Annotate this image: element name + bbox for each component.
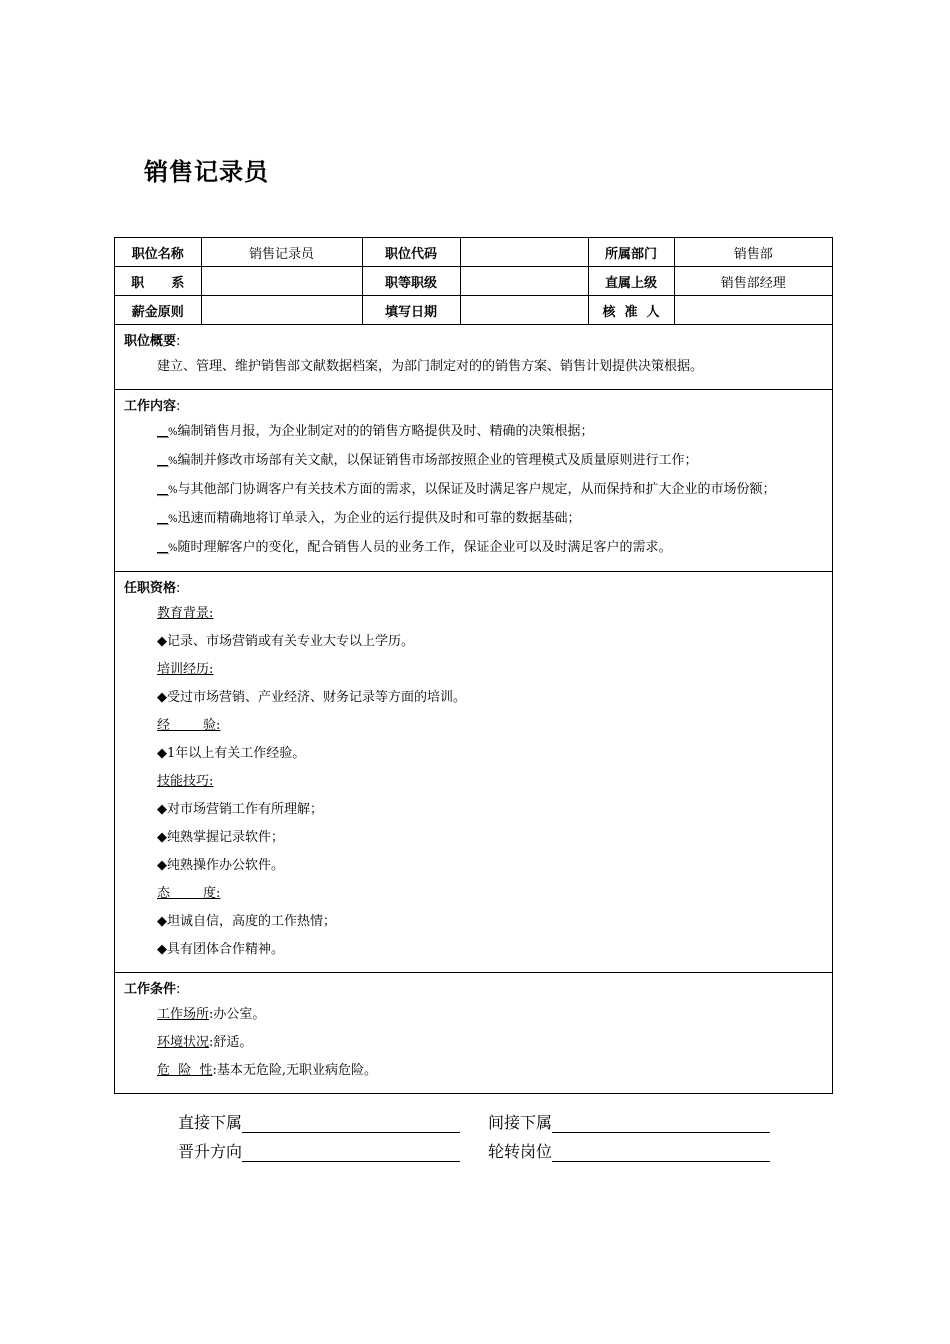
qualification-item: ◆对市场营销工作有所理解； [157, 802, 323, 817]
duties-title: 工作内容 [124, 399, 177, 414]
percent-sign: % [168, 456, 178, 467]
footer-row [178, 1139, 770, 1162]
fill-date-value [460, 296, 588, 325]
rotation-post-line [552, 1143, 770, 1162]
job-description-form [114, 237, 833, 1094]
duty-item: __%编制销售月报，为企业制定对的的销售方略提供及时、精确的决策根据； [157, 424, 594, 439]
overview-title: 职位概要 [124, 334, 177, 349]
condition-value: :办公室。 [209, 1007, 266, 1022]
page-title: 销售记录员 [144, 158, 269, 186]
position-code-label: 职位代码 [362, 238, 460, 267]
salary-principle-label: 薪金原则 [115, 296, 201, 325]
duty-item: __%随时理解客户的变化，配合销售人员的业务工作，保证企业可以及时满足客户的需求。 [157, 540, 672, 555]
approver-value [674, 296, 832, 325]
department-label: 所属部门 [588, 238, 674, 267]
promotion-path-line [242, 1143, 460, 1162]
supervisor-value: 销售部经理 [674, 267, 832, 296]
direct-subordinate-label: 直接下属 [178, 1113, 243, 1132]
fill-date-label: 填写日期 [362, 296, 460, 325]
attitude-heading: 态 度: [157, 886, 221, 901]
salary-principle-value [201, 296, 362, 325]
info-row [115, 267, 832, 296]
experience-heading: 经 验: [157, 718, 221, 733]
condition-label: 危 险 性 [157, 1063, 213, 1078]
qualifications-title: 任职资格 [124, 581, 177, 596]
blank-underline: __ [157, 453, 168, 468]
qualification-item: ◆1年以上有关工作经验。 [157, 746, 306, 761]
direct-subordinate-line [242, 1114, 460, 1133]
info-row [115, 238, 832, 267]
condition-item [124, 1057, 823, 1085]
info-row [115, 296, 832, 325]
blank-underline: __ [157, 424, 168, 439]
overview-section: 职位概要: 建立、管理、维护销售部文献数据档案，为部门制定对的的销售方案、销售计划提供决策根据。 [115, 324, 832, 389]
blank-underline: __ [157, 540, 168, 555]
duty-item: __%迅速而精确地将订单录入，为企业的运行提供及时和可靠的数据基础； [157, 511, 581, 526]
percent-sign: % [168, 485, 178, 496]
promotion-path-label: 晋升方向 [178, 1142, 243, 1161]
supervisor-label: 直属上级 [588, 267, 674, 296]
job-family-label: 职 系 [115, 267, 201, 296]
indirect-subordinate-line [552, 1114, 770, 1133]
percent-sign: % [168, 427, 178, 438]
position-name-label: 职位名称 [115, 238, 201, 267]
rotation-post-label: 轮转岗位 [488, 1142, 553, 1161]
duty-item: __%与其他部门协调客户有关技术方面的需求，以保证及时满足客户规定，从而保持和扩大企业的市场份额； [157, 482, 776, 497]
qualification-item: ◆坦诚自信，高度的工作热情； [157, 914, 336, 929]
job-family-value [201, 267, 362, 296]
approver-label: 核 准 人 [588, 296, 674, 325]
blank-underline: __ [157, 482, 168, 497]
position-code-value [460, 238, 588, 267]
condition-label: 环境状况 [157, 1035, 210, 1050]
qualifications-section: 任职资格: 教育背景: ◆记录、市场营销或有关专业大专以上学历。 培训经历: ◆受过市场营销、产业经济、财务记录等方面的培训。 经 验: ◆1年以上有关工作经验。 技能技巧: ◆对市场营销工作有所理解； ◆纯熟掌握记录软件； ◆纯熟操作办公软件。 态 度: ◆坦诚自信，高度的工作热情； ◆具有团体合作精神。 [115, 571, 832, 972]
condition-item [124, 1001, 823, 1029]
qualification-item: ◆受过市场营销、产业经济、财务记录等方面的培训。 [157, 690, 466, 705]
grade-value [460, 267, 588, 296]
education-heading: 教育背景: [157, 606, 214, 621]
info-table [115, 238, 832, 324]
conditions-title: 工作条件 [124, 982, 177, 997]
condition-item [124, 1029, 823, 1057]
overview-text: 建立、管理、维护销售部文献数据档案，为部门制定对的的销售方案、销售计划提供决策根据。 [157, 359, 704, 374]
condition-label: 工作场所 [157, 1007, 210, 1022]
skills-heading: 技能技巧: [157, 774, 214, 789]
condition-value: :舒适。 [209, 1035, 253, 1050]
footer-row [178, 1110, 770, 1133]
qualification-item: ◆具有团体合作精神。 [157, 942, 284, 957]
duty-item: __%编制并修改市场部有关文献，以保证销售市场部按照企业的管理模式及质量原则进行工作； [157, 453, 698, 468]
condition-value: :基本无危险,无职业病危险。 [212, 1063, 378, 1078]
grade-label: 职等职级 [362, 267, 460, 296]
training-heading: 培训经历: [157, 662, 214, 677]
duties-section: 工作内容: __%编制销售月报，为企业制定对的的销售方略提供及时、精确的决策根据； __%编制并修改市场部有关文献，以保证销售市场部按照企业的管理模式及质量原则进行工作； __%与其他部门协调客户有关技术方面的需求，以保证及时满足客户规定，从而保持和扩大企业的市场份额； __%迅速而精确地将订单录入，为企业的运行提供及时和可靠的数据基础； __%随时理解客户的变化，配合销售人员的业务工作，保证企业可以及时满足客户的需求。 [115, 389, 832, 571]
position-name-value: 销售记录员 [201, 238, 362, 267]
conditions-section: 工作条件: 工作场所:办公室。 环境状况:舒适。 危 险 性:基本无危险,无职业病危险。 [115, 972, 832, 1093]
department-value: 销售部 [674, 238, 832, 267]
qualification-item: ◆记录、市场营销或有关专业大专以上学历。 [157, 634, 414, 649]
percent-sign: % [168, 543, 178, 554]
qualification-item: ◆纯熟掌握记录软件； [157, 830, 284, 845]
percent-sign: % [168, 514, 178, 525]
blank-underline: __ [157, 511, 168, 526]
indirect-subordinate-label: 间接下属 [488, 1113, 553, 1132]
qualification-item: ◆纯熟操作办公软件。 [157, 858, 284, 873]
